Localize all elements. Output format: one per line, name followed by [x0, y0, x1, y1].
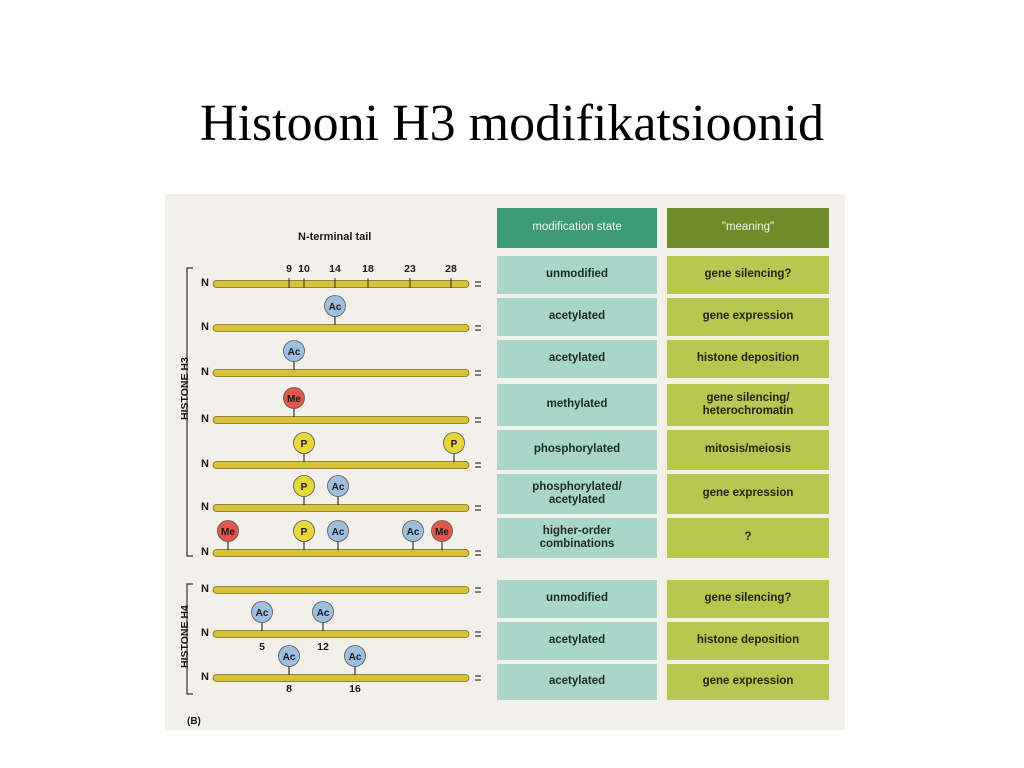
- position-label: 8: [286, 683, 292, 695]
- n-terminus-label: N: [201, 366, 209, 378]
- n-terminus-label: N: [201, 501, 209, 513]
- h4-row-1-meaning: gene silencing?: [667, 580, 829, 618]
- n-terminus-label: N: [201, 583, 209, 595]
- histone-tail-bar: [213, 675, 469, 682]
- n-terminus-label: N: [201, 277, 209, 289]
- phospho-s10-label: P: [300, 482, 308, 493]
- position-label: 12: [317, 641, 329, 653]
- histone-modification-figure: [165, 194, 845, 730]
- acetyl-k14-label: Ac: [331, 527, 345, 538]
- h3-row-6-meaning: gene expression: [667, 474, 829, 514]
- histone-tail-bar: [213, 417, 469, 424]
- h3-row-4-state: methylated: [497, 384, 657, 426]
- histone-tail-bar: [213, 505, 469, 512]
- position-label: 23: [404, 263, 416, 275]
- h4-row-3-meaning: gene expression: [667, 664, 829, 700]
- position-label: 10: [298, 263, 310, 275]
- position-label: 5: [259, 641, 265, 653]
- phospho-s10-label: P: [300, 527, 308, 538]
- h4-row-2-meaning: histone deposition: [667, 622, 829, 660]
- h3-row-7-meaning: ?: [667, 518, 829, 558]
- acetyl-k9-label: Ac: [287, 347, 301, 358]
- histone-tail-bar: [213, 631, 469, 638]
- h3-row-5-state: phosphorylated: [497, 430, 657, 470]
- h4-row-1-state: unmodified: [497, 580, 657, 618]
- acetyl-k16-label: Ac: [348, 652, 362, 663]
- n-terminus-label: N: [201, 627, 209, 639]
- methyl-k27-label: Me: [435, 527, 449, 538]
- h3-row-1-meaning: gene silencing?: [667, 256, 829, 294]
- histone-tail-bar: [213, 462, 469, 469]
- panel-label: (B): [187, 716, 201, 727]
- header-meaning: "meaning": [667, 208, 829, 248]
- histone-tail-bar: [213, 370, 469, 377]
- acetyl-k14-label: Ac: [328, 302, 342, 313]
- n-terminus-label: N: [201, 458, 209, 470]
- position-label: 9: [286, 263, 292, 275]
- n-terminus-label: N: [201, 321, 209, 333]
- h3-row-5-meaning: mitosis/meiosis: [667, 430, 829, 470]
- header-modification-state: modification state: [497, 208, 657, 248]
- h4-row-2-state: acetylated: [497, 622, 657, 660]
- n-terminus-label: N: [201, 413, 209, 425]
- histone-tail-bar: [213, 587, 469, 594]
- methyl-k4-label: Me: [221, 527, 235, 538]
- position-label: 18: [362, 263, 374, 275]
- position-label: 14: [329, 263, 341, 275]
- histone-h3-label: HISTONE H3: [179, 357, 191, 420]
- h3-row-3-meaning: histone deposition: [667, 340, 829, 378]
- position-label: 16: [349, 683, 361, 695]
- acetyl-k23-label: Ac: [406, 527, 420, 538]
- n-terminus-label: N: [201, 546, 209, 558]
- tail-title: N-terminal tail: [298, 231, 372, 243]
- acetyl-k12-label: Ac: [316, 608, 330, 619]
- histone-tail-bar: [213, 325, 469, 332]
- histone-tail-bar: [213, 281, 469, 288]
- h3-row-2-state: acetylated: [497, 298, 657, 336]
- h3-row-7-state: higher-order combinations: [497, 518, 657, 558]
- phospho-s28-label: P: [450, 439, 458, 450]
- histone-tail-bar: [213, 550, 469, 557]
- h3-row-6-state: phosphorylated/ acetylated: [497, 474, 657, 514]
- histone-h4-label: HISTONE H4: [179, 605, 191, 668]
- acetyl-k14-label: Ac: [331, 482, 345, 493]
- methyl-k9-label: Me: [287, 394, 301, 405]
- h3-row-3-state: acetylated: [497, 340, 657, 378]
- h4-row-3-state: acetylated: [497, 664, 657, 700]
- n-terminus-label: N: [201, 671, 209, 683]
- phospho-s10-label: P: [300, 439, 308, 450]
- position-label: 28: [445, 263, 457, 275]
- slide-title: Histooni H3 modifikatsioonid: [200, 95, 824, 152]
- h3-row-1-state: unmodified: [497, 256, 657, 294]
- h3-row-2-meaning: gene expression: [667, 298, 829, 336]
- acetyl-k8-label: Ac: [282, 652, 296, 663]
- acetyl-k5-label: Ac: [255, 608, 269, 619]
- h3-row-4-meaning: gene silencing/ heterochromatin: [667, 384, 829, 426]
